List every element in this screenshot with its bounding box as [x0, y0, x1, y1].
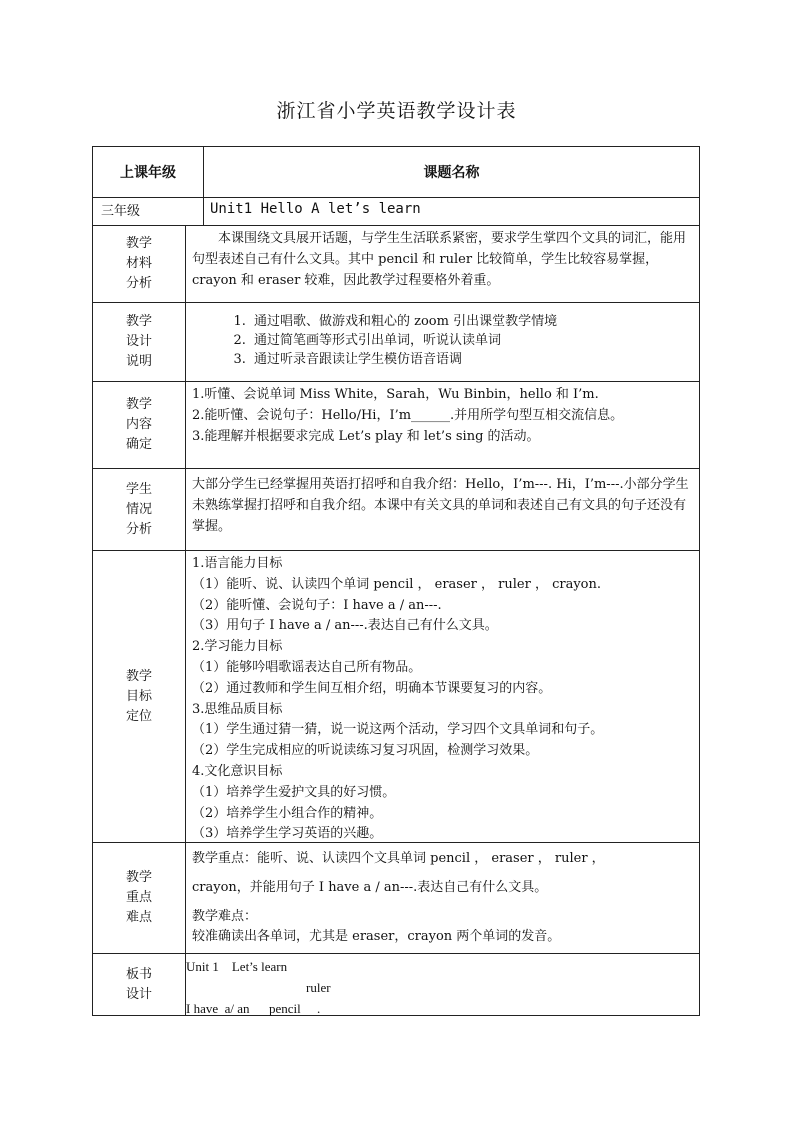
- grade-header: 上课年级: [93, 147, 204, 197]
- goals-label: 教学 目标 定位: [93, 551, 186, 842]
- design-item: 3. 通过听录音跟读让学生模仿语音语调: [250, 350, 693, 369]
- focus-text-2: crayon，并能用句子 I have a / an---.表达自己有什么文具。: [192, 879, 548, 895]
- goal-line: （2）能听懂、会说句子：I have a / an---.: [192, 597, 442, 613]
- content-line: 3.能理解并根据要求完成 Let’s play 和 let’s sing 的活动。: [192, 428, 540, 444]
- lesson-plan-table: [92, 146, 700, 1016]
- goal-line: （2）学生完成相应的听说读练习复习巩固，检测学习效果。: [192, 743, 539, 759]
- students-row: [92, 469, 700, 551]
- goal-line: （3）培养学生学习英语的兴趣。: [192, 826, 383, 842]
- difficulty-title: 教学难点：: [192, 908, 258, 924]
- grade-value: 三年级: [93, 198, 204, 225]
- design-item: 1. 通过唱歌、做游戏和粗心的 zoom 引出课堂教学情境: [250, 312, 693, 331]
- material-text: 本课围绕文具展开话题，与学生生活联系紧密，要求学生掌四个文具的词汇，能用句型表述自己有什么文具。其中 pencil 和 ruler 比较简单，学生比较容易掌握，crayon 和 eraser 较难，因此教学过程要格外着重。: [192, 231, 687, 288]
- content-content: [186, 382, 699, 468]
- goal-line: （2）培养学生小组合作的精神。: [192, 805, 383, 821]
- goal-line: 4.文化意识目标: [192, 763, 283, 779]
- page-title: 浙江省小学英语教学设计表: [276, 100, 517, 122]
- design-row: [92, 303, 700, 382]
- board-line-3: I have a/ an pencil .: [186, 1001, 321, 1016]
- content-row: [92, 382, 700, 469]
- design-content: [186, 303, 699, 381]
- goal-line: 2.学习能力目标: [192, 639, 283, 655]
- board-label: 板书 设计: [93, 954, 186, 1015]
- material-label: 教学 材料 分析: [93, 226, 186, 302]
- goal-line: 1.语言能力目标: [192, 556, 283, 571]
- board-content: [186, 954, 699, 1015]
- keypoints-label: 教学 重点 难点: [93, 843, 186, 953]
- topic-header: 课题名称: [423, 165, 480, 181]
- goals-row: [92, 551, 700, 843]
- goal-line: （1）能够吟唱歌谣表达自己所有物品。: [192, 659, 422, 675]
- content-line: 2.能听懂、会说句子：Hello/Hi，I’m______.并用所学句型互相交流信息。: [192, 407, 624, 423]
- topic-value: Unit1 Hello A let’s learn: [210, 201, 421, 217]
- students-text: 大部分学生已经掌握用英语打招呼和自我介绍：Hello，I’m---. Hi，I’m---.小部分学生未熟练掌握打招呼和自我介绍。本课中有关文具的单词和表述自己有文具的句子还没有掌握。: [192, 477, 689, 534]
- design-item: 2. 通过简笔画等形式引出单词，听说认读单词: [250, 331, 693, 350]
- info-row: [92, 198, 700, 226]
- goals-content: [186, 551, 699, 842]
- goal-line: （2）通过教师和学生间互相介绍，明确本节课要复习的内容。: [192, 680, 552, 696]
- design-label: 教学 设计 说明: [93, 303, 186, 381]
- goal-line: （1）学生通过猜一猜，说一说这两个活动，学习四个文具单词和句子。: [192, 722, 604, 738]
- material-content: [186, 226, 699, 302]
- difficulty-text: 较准确读出各单词，尤其是 eraser，crayon 两个单词的发音。: [192, 929, 561, 945]
- content-line: 1.听懂、会说单词 Miss White，Sarah，Wu Binbin，hello 和 I’m.: [192, 387, 599, 402]
- board-row: [92, 954, 700, 1016]
- goal-line: （1）培养学生爱护文具的好习惯。: [192, 784, 396, 800]
- keypoints-content: [186, 843, 699, 953]
- focus-text: 教学重点：能听、说、认读四个文具单词 pencil ， eraser ， ruler ，: [192, 851, 605, 866]
- keypoints-row: [92, 843, 700, 954]
- material-row: [92, 226, 700, 303]
- board-line-1: Unit 1 Let’s learn: [186, 959, 288, 974]
- content-label: 教学 内容 确定: [93, 382, 186, 468]
- goal-line: （1）能听、说、认读四个单词 pencil ， eraser ， ruler ， crayon.: [192, 576, 601, 592]
- students-label: 学生 情况 分析: [93, 469, 186, 550]
- goal-line: （3）用句子 I have a / an---.表达自己有什么文具。: [192, 618, 498, 634]
- goal-line: 3.思维品质目标: [192, 701, 283, 717]
- students-content: [186, 469, 699, 550]
- header-row: [92, 146, 700, 198]
- board-line-2: ruler: [306, 980, 331, 995]
